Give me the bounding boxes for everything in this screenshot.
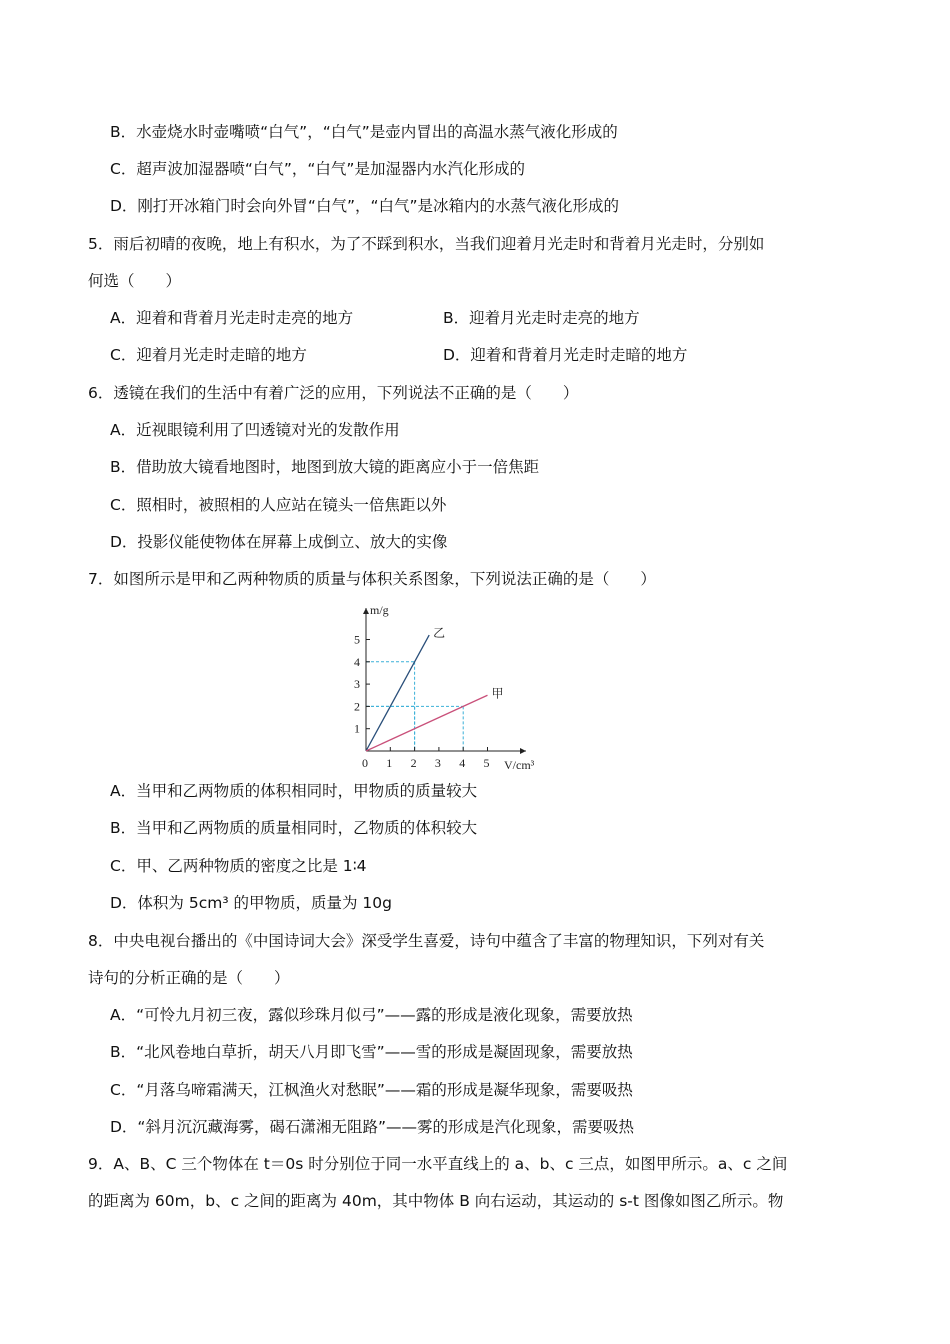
q9-line2: 的距离为 60m，b、c 之间的距离为 40m，其中物体 B 向右运动，其运动的 s-t 图像如图乙所示。物 xyxy=(88,1192,784,1210)
q7-option-c: C．甲、乙两种物质的密度之比是 1∶4 xyxy=(110,857,367,875)
q8-option-c: C．“月落乌啼霜满天，江枫渔火对愁眠”——霜的形成是凝华现象，需要吸热 xyxy=(110,1081,633,1099)
y-tick-label: 2 xyxy=(354,699,360,714)
q9-line1: 9．A、B、C 三个物体在 t＝0s 时分别位于同一水平直线上的 a、b、c 三点，如图甲所示。a、c 之间 xyxy=(88,1155,788,1173)
series-label: 乙 xyxy=(433,626,446,641)
q5-option-a: A．迎着和背着月光走时走亮的地方 xyxy=(110,309,354,327)
q4-option-c: C．超声波加湿器喷“白气”，“白气”是加湿器内水汽化形成的 xyxy=(110,160,525,178)
q6-stem: 6．透镜在我们的生活中有着广泛的应用，下列说法不正确的是（ ） xyxy=(88,384,579,402)
q5-option-d: D．迎着和背着月光走时走暗的地方 xyxy=(443,346,688,364)
q4-option-b: B．水壶烧水时壶嘴喷“白气”，“白气”是壶内冒出的高温水蒸气液化形成的 xyxy=(110,123,618,141)
q5-stem-line1: 5．雨后初晴的夜晚，地上有积水，为了不踩到积水，当我们迎着月光走时和背着月光走时，分别如 xyxy=(88,235,765,253)
y-tick-label: 5 xyxy=(354,632,360,647)
series-label: 甲 xyxy=(491,686,504,701)
q5-option-c: C．迎着月光走时走暗的地方 xyxy=(110,346,307,364)
q6-option-d: D．投影仪能使物体在屏幕上成倒立、放大的实像 xyxy=(110,533,448,551)
series-line-yi xyxy=(366,635,429,751)
y-tick-label: 3 xyxy=(354,677,360,692)
q5-stem-line2: 何选（ ） xyxy=(88,272,182,290)
dashed-guides xyxy=(366,662,463,751)
q6-option-b: B．借助放大镜看地图时，地图到放大镜的距离应小于一倍焦距 xyxy=(110,458,540,476)
x-tick-label: 5 xyxy=(483,756,490,770)
series-line-jia xyxy=(366,695,488,751)
q7-option-a: A．当甲和乙两物质的体积相同时，甲物质的质量较大 xyxy=(110,782,478,800)
x-tick-label: 2 xyxy=(410,756,417,770)
x-axis-label: V/cm³ xyxy=(504,758,535,772)
q7-stem: 7．如图所示是甲和乙两种物质的质量与体积关系图象，下列说法正确的是（ ） xyxy=(88,570,656,588)
y-tick-label: 4 xyxy=(354,654,360,669)
q6-option-a: A．近视眼镜利用了凹透镜对光的发散作用 xyxy=(110,421,400,439)
q8-option-a: A．“可怜九月初三夜，露似珍珠月似弓”——露的形成是液化现象，需要放热 xyxy=(110,1006,633,1024)
y-axis-label: m/g xyxy=(370,603,389,617)
x-tick-label: 1 xyxy=(386,756,393,770)
q7-option-b: B．当甲和乙两物质的质量相同时，乙物质的体积较大 xyxy=(110,819,478,837)
x-tick-label: 0 xyxy=(362,756,368,770)
x-tick-label: 4 xyxy=(459,756,466,770)
q4-option-d: D．刚打开冰箱门时会向外冒“白气”，“白气”是冰箱内的水蒸气液化形成的 xyxy=(110,197,620,215)
y-tick-label: 1 xyxy=(354,721,360,736)
q8-option-b: B．“北风卷地白草折，胡天八月即飞雪”——雪的形成是凝固现象，需要放热 xyxy=(110,1043,633,1061)
q8-stem-line1: 8．中央电视台播出的《中国诗词大会》深受学生喜爱，诗句中蕴含了丰富的物理知识，下列对有关 xyxy=(88,932,765,950)
q5-option-b: B．迎着月光走时走亮的地方 xyxy=(443,309,640,327)
q7-option-d: D．体积为 5cm³ 的甲物质，质量为 10g xyxy=(110,894,392,912)
mass-volume-chart xyxy=(340,600,540,775)
q8-stem-line2: 诗句的分析正确的是（ ） xyxy=(88,969,290,987)
q8-option-d: D．“斜月沉沉藏海雾，碣石潇湘无阻路”——雾的形成是汽化现象，需要吸热 xyxy=(110,1118,634,1136)
q6-option-c: C．照相时，被照相的人应站在镜头一倍焦距以外 xyxy=(110,496,447,514)
x-tick-label: 3 xyxy=(434,756,441,770)
